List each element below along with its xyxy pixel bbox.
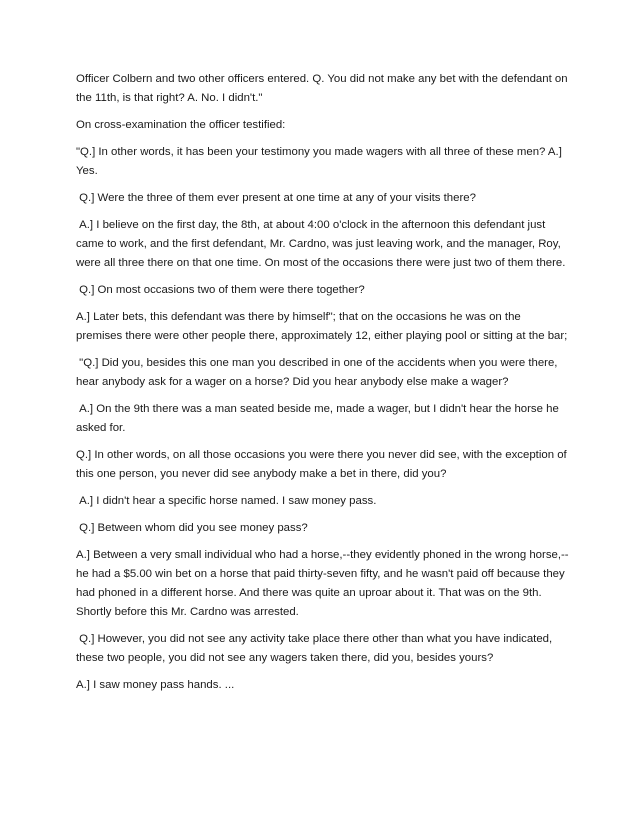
paragraph: A.] Between a very small individual who had a horse,--they evidently phoned in the wrong horse,--he had a $5.00 win bet on a horse that paid thirty-seven fifty, and he wasn't paid off because they had phoned in a different horse. And there was quite an uproar about it. That was on the 9th. Shortly before this Mr. Cardno was arrested.: [76, 549, 569, 618]
paragraph: A.] On the 9th there was a man seated beside me, made a wager, but I didn't hear the horse he asked for.: [76, 403, 562, 434]
paragraph: A.] I didn't hear a specific horse named. I saw money pass.: [76, 495, 377, 507]
paragraph: A.] I saw money pass hands. ...: [76, 679, 235, 691]
paragraph: A.] Later bets, this defendant was there by himself"; that on the occasions he was on the premises there were other people there, approximately 12, either playing pool or sitting at the bar;: [76, 311, 568, 342]
paragraph: Q.] On most occasions two of them were there together?: [76, 284, 365, 296]
paragraph: "Q.] Did you, besides this one man you described in one of the accidents when you were there, hear anybody ask for a wager on a horse? Did you hear anybody else make a wager?: [76, 357, 561, 388]
paragraph: Q.] However, you did not see any activity take place there other than what you have indicated, these two people, you did not see any wagers taken there, did you, besides yours?: [76, 633, 556, 664]
paragraph: A.] I believe on the first day, the 8th, at about 4:00 o'clock in the afternoon this defendant just came to work, and the first defendant, Mr. Cardno, was just leaving work, and the manager, Roy, were all three there on that one time. On most of the occasions there were just two of them there.: [76, 219, 566, 269]
paragraph: Q.] In other words, on all those occasions you were there you never did see, with the exception of this one person, you never did see anybody make a bet in there, did you?: [76, 449, 570, 480]
paragraph: On cross-examination the officer testified:: [76, 119, 286, 131]
paragraph: "Q.] In other words, it has been your testimony you made wagers with all three of these men? A.] Yes.: [76, 146, 565, 177]
paragraph: Officer Colbern and two other officers entered. Q. You did not make any bet with the defendant on the 11th, is that right? A. No. I didn't.": [76, 73, 571, 104]
paragraph: Q.] Between whom did you see money pass?: [76, 522, 308, 534]
document-body: [76, 70, 570, 703]
paragraph: Q.] Were the three of them ever present at one time at any of your visits there?: [76, 192, 476, 204]
